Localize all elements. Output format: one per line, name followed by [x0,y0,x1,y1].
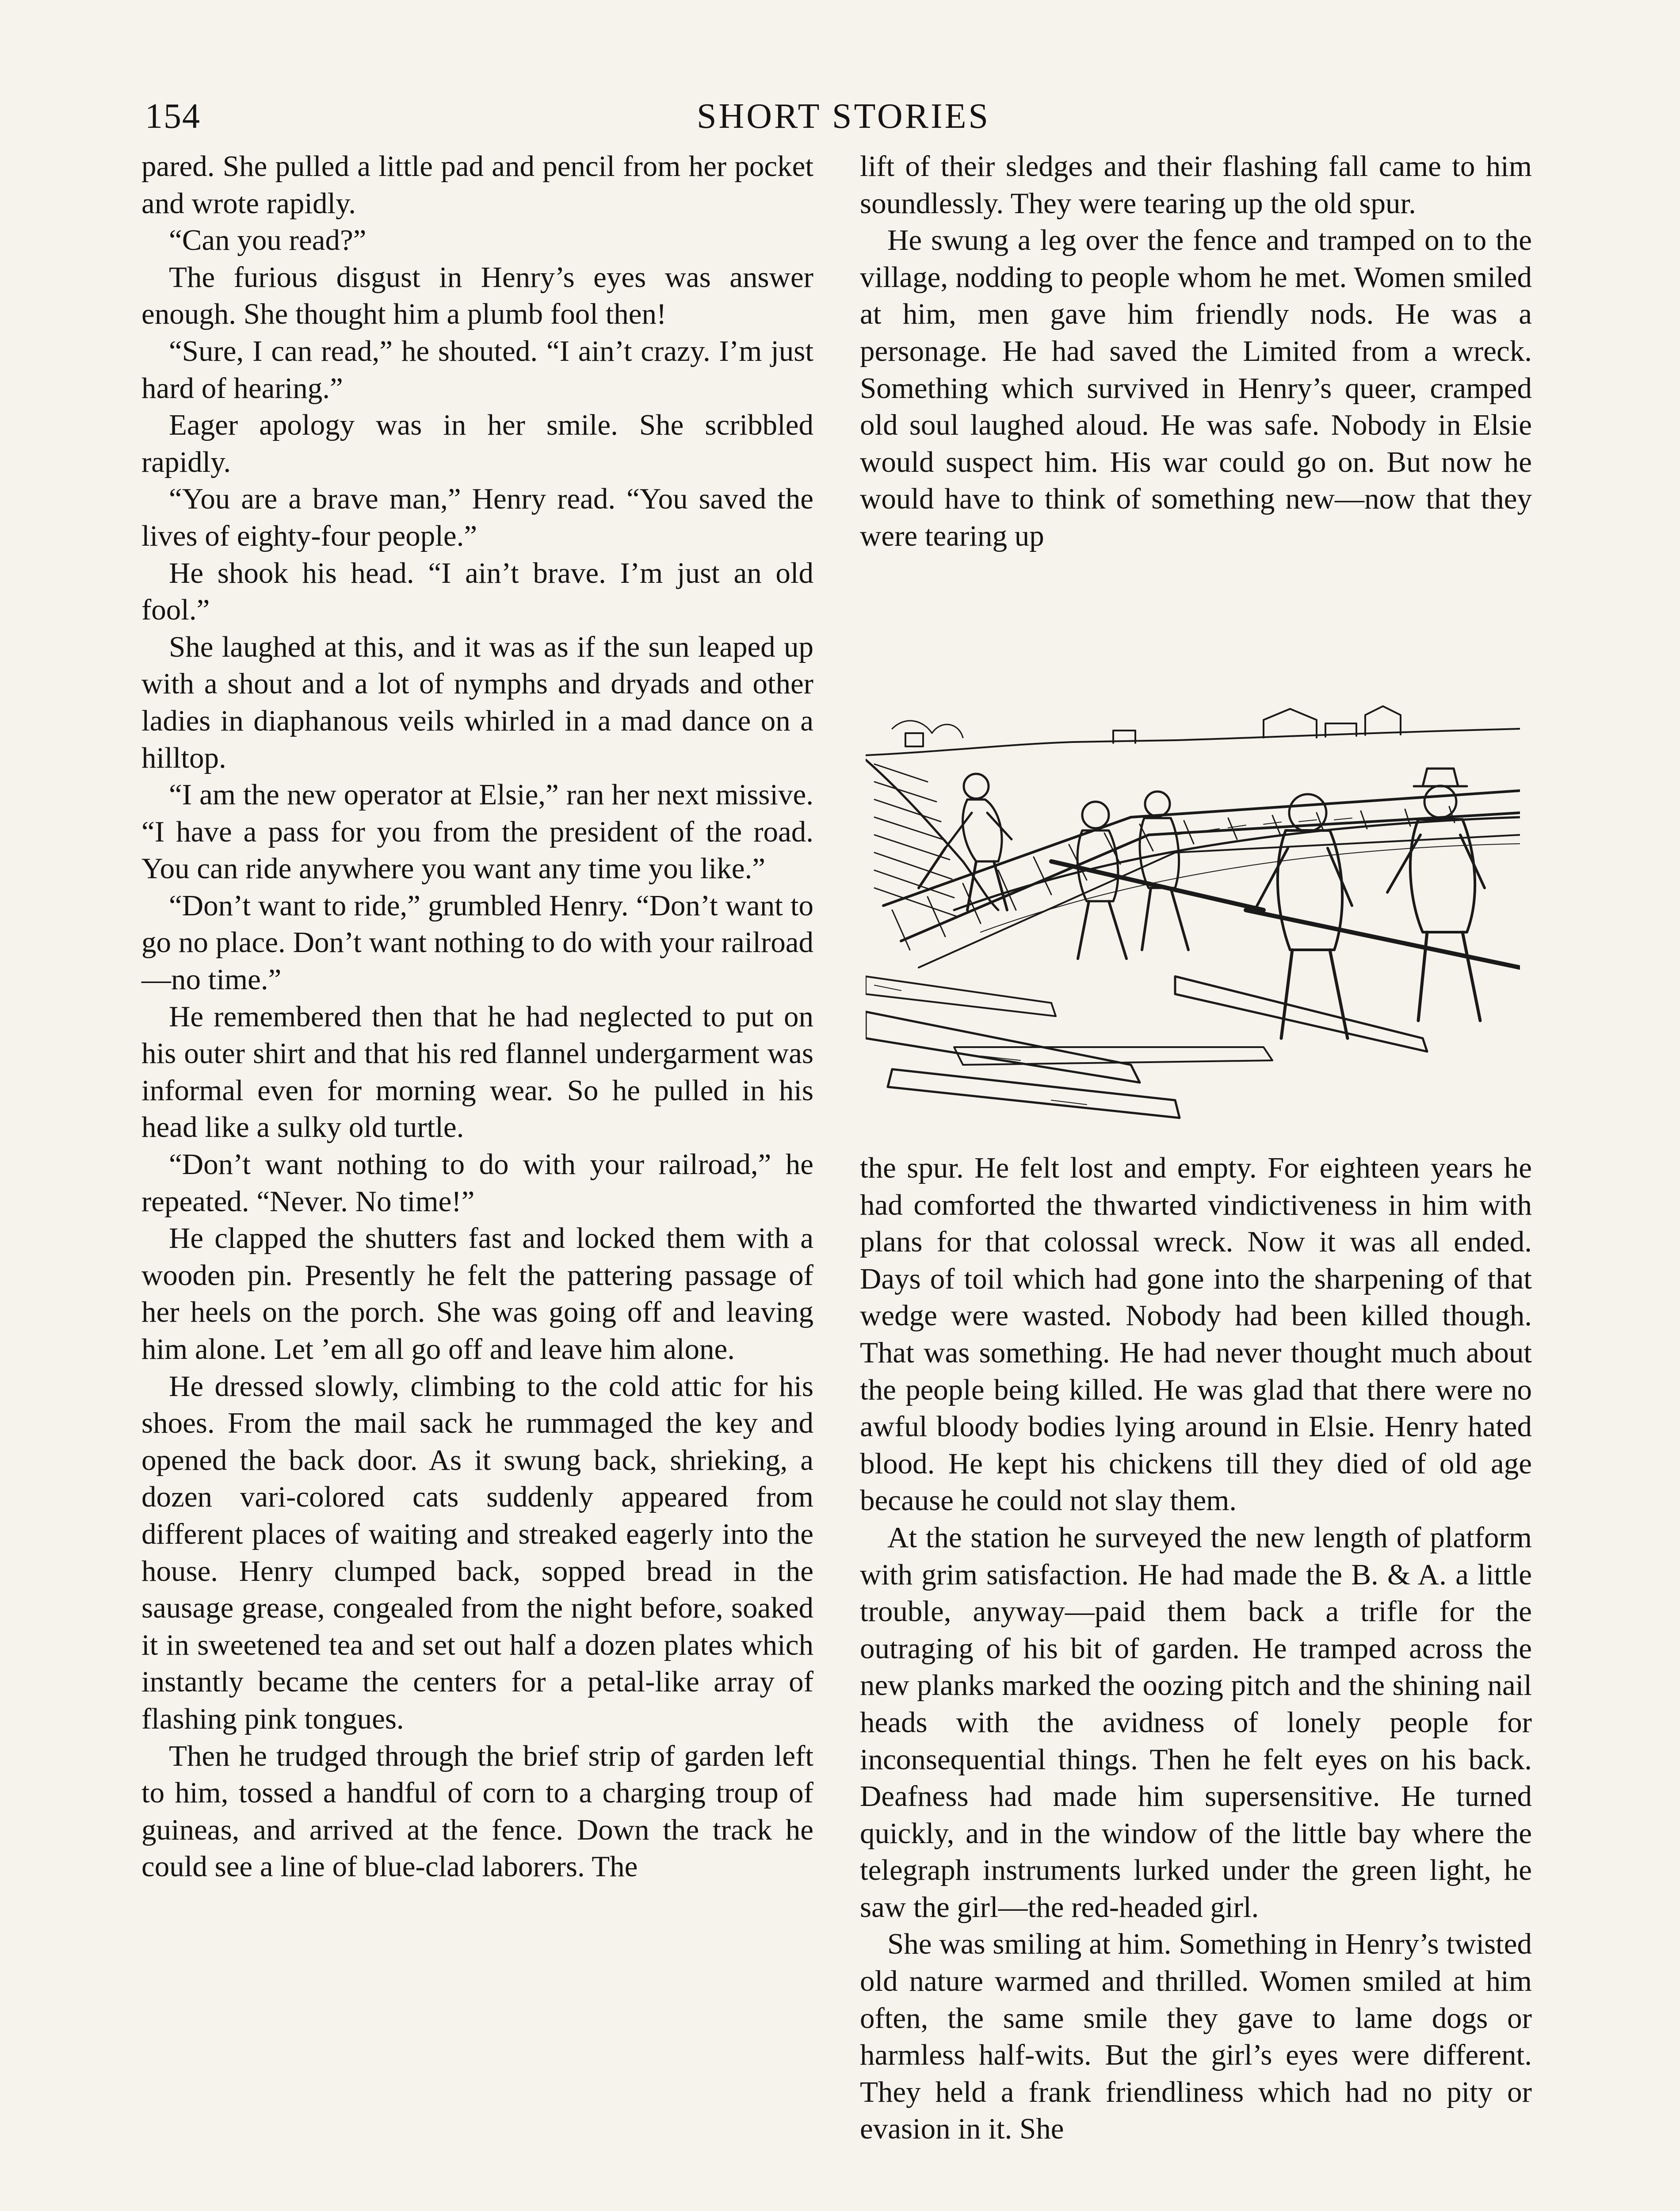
paragraph: lift of their sledges and their flashing fall came to him soundlessly. They were tearing up the old spur. [860,150,1532,220]
paragraph: The furious disgust in Henry’s eyes was answer enough. She thought him a plumb fool then! [141,260,813,331]
right-column [860,148,1532,2146]
paragraph: He clapped the shutters fast and locked them with a wooden pin. Presently he felt the pattering passage of her heels on the porch. She was going off and leaving him alone. Let ’em all go off and leave him alone. [141,1222,813,1366]
running-title: SHORT STORIES [696,97,991,136]
page-number: 154 [145,97,201,136]
paragraph: He dressed slowly, climbing to the cold attic for his shoes. From the mail sack he rummaged the key and opened the back door. As it swung back, shrieking, a dozen vari-colored cats suddenly appeared from different places of waiting and streaked eagerly into the house. Henry clumped back, sopped bread in the sausage grease, congealed from the night before, soaked it in sweetened tea and set out half a dozen plates which instantly became the centers for a petal-like array of flashing pink tongues. [141,1369,813,1735]
paragraph: “You are a brave man,” Henry read. “You saved the lives of eighty-four people.” [141,482,813,552]
paragraph: He remembered then that he had neglected to put on his outer shirt and that his red flannel undergarment was informal even for morning wear. So he pulled in his head like a sulky old turtle. [141,1000,813,1144]
paragraph: He shook his head. “I ain’t brave. I’m just an old fool.” [141,556,813,627]
paragraph: “Can you read?” [169,224,367,257]
paragraph: He swung a leg over the fence and tramped on to the village, nodding to people whom he met. Women smiled at him, men gave him friendly nods. He was a personage. He had saved the Limited from a wreck. Something which survived in Henry’s queer, cramped old soul laughed aloud. He was safe. Nobody in Elsie would suspect him. His war could go on. But now he would have to think of something new—now that they were tearing up [860,224,1532,552]
paragraph: She was smiling at him. Something in Henry’s twisted old nature warmed and thrilled. Women smiled at him often, the same smile they gave to lame dogs or harmless half-wits. But the girl’s eyes were different. They held a frank friendliness which had no pity or evasion in it. She [860,1928,1532,2146]
paragraph: “Don’t want nothing to do with your railroad,” he repeated. “Never. No time!” [141,1148,813,1218]
paragraph: “Sure, I can read,” he shouted. “I ain’t crazy. I’m just hard of hearing.” [141,334,813,405]
page-header [145,96,1542,145]
paragraph: the spur. He felt lost and empty. For eighteen years he had comforted the thwarted vindictiveness in him with plans for that colossal wreck. Now it was all ended. Days of toil which had gone into the sharpening of that wedge were wasted. Nobody had been killed though. That was something. He had never thought much about the people being killed. He was glad that there were no awful bloody bodies lying around in Elsie. Henry hated blood. He kept his chickens till they died of old age because he could not slay them. [860,1151,1532,1517]
paragraph: Eager apology was in her smile. She scribbled rapidly. [141,409,813,478]
paragraph: “Don’t want to ride,” grumbled Henry. “Don’t want to go no place. Don’t want nothing to do with your railroad—no time.” [141,889,813,996]
paragraph: “I am the new operator at Elsie,” ran her next missive. “I have a pass for you from the president of the road. You can ride anywhere you want any time you like.” [141,778,813,885]
left-column [141,148,813,1886]
paragraph: At the station he surveyed the new length of platform with grim satisfaction. He had made the B. & A. a little trouble, anyway—paid them back a trifle for the outraging of his bit of garden. He tramped across the new planks marked the oozing pitch and the shining nail heads with the avidness of lonely people for inconsequential things. Then he felt eyes on his back. Deafness had made him supersensitive. He turned quickly, and in the window of the little bay where the telegraph instruments lurked under the green light, he saw the girl—the red-headed girl. [860,1521,1532,1924]
paragraph: She laughed at this, and it was as if the sun leaped up with a shout and a lot of nymphs and dryads and other ladies in diaphanous veils whirled in a mad dance on a hilltop. [141,630,813,774]
track-workers-illustration [866,702,1520,1127]
right-column-bottom [860,1150,1532,2148]
paragraph: Then he trudged through the brief strip of garden left to him, tossed a handful of corn to a charging troup of guineas, and arrived at the fence. Down the track he could see a line of blue-clad laborers. The [141,1739,813,1883]
paragraph: pared. She pulled a little pad and pencil from her pocket and wrote rapidly. [141,150,813,220]
right-column-top [860,148,1532,555]
